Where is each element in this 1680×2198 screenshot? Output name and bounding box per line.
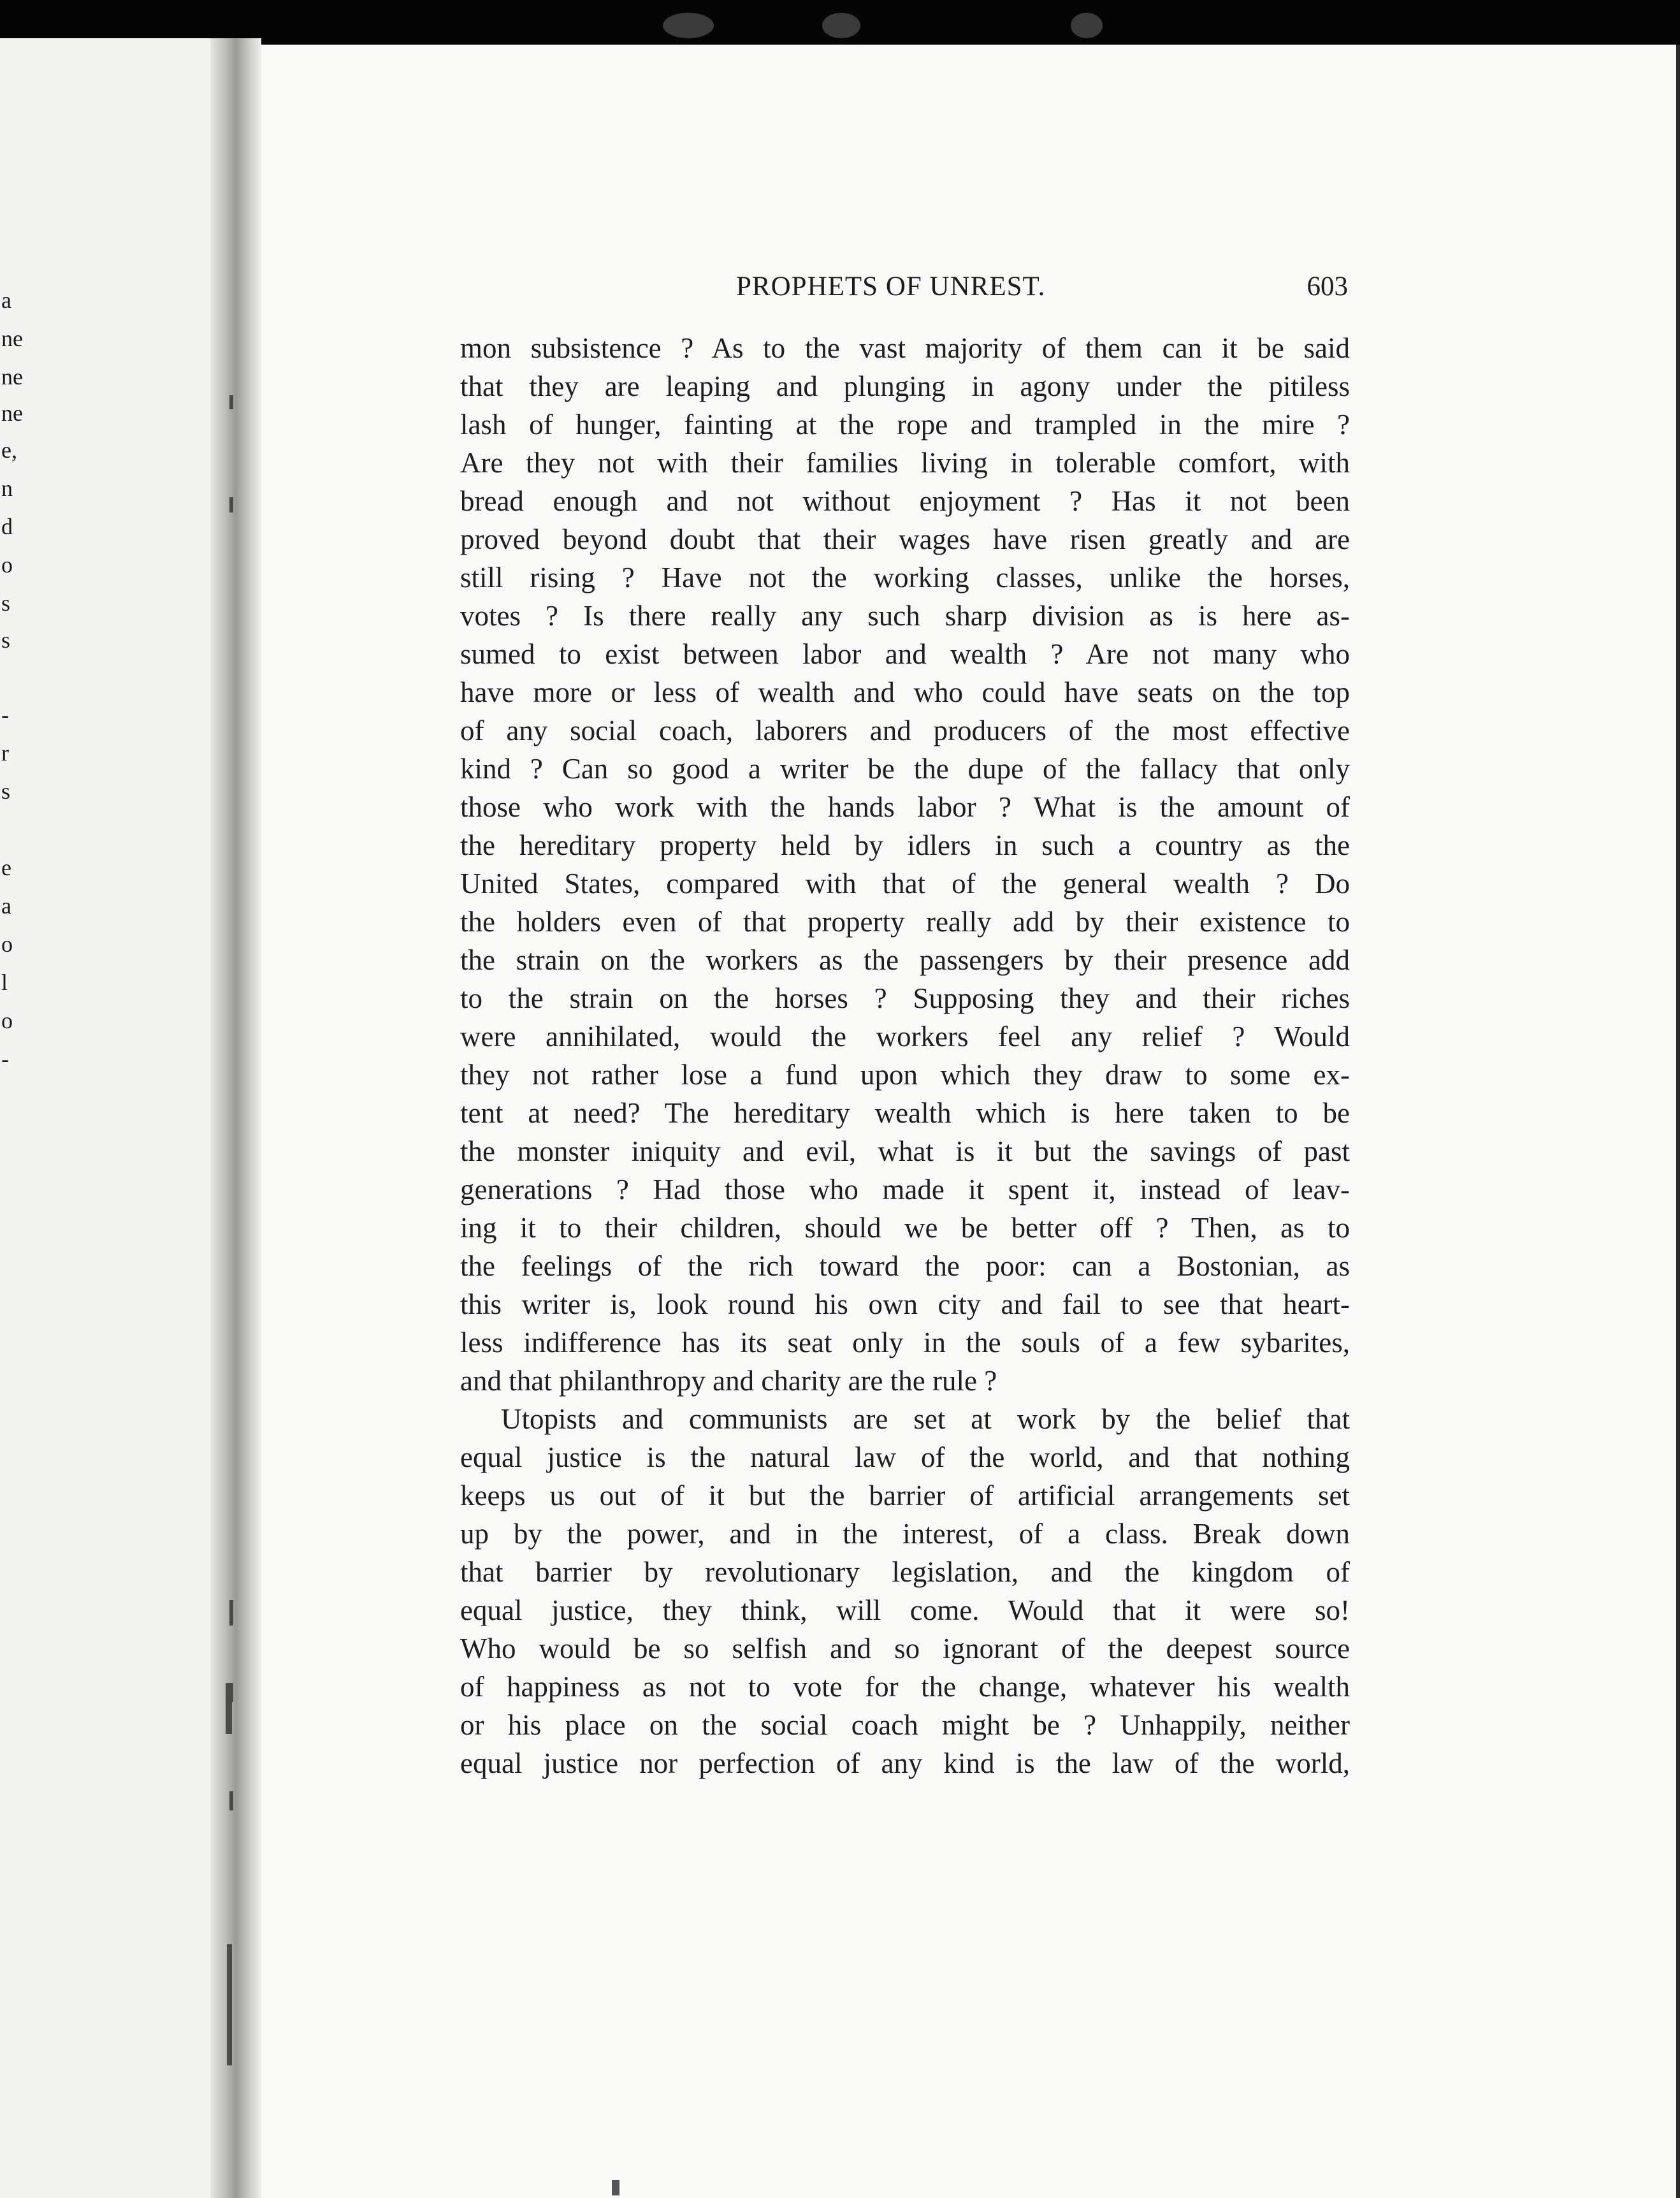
text-line: this writer is, look round his own city and fail to see that heart- xyxy=(460,1288,1350,1320)
gutter-marks xyxy=(224,38,243,2198)
text-line: those who work with the hands labor ? What is the amount of xyxy=(460,791,1350,823)
text-line: the holders even of that property really add by their existence to xyxy=(460,906,1350,938)
text-line: Are they not with their families living in tolerable comfort, with xyxy=(460,447,1350,479)
text-line: ing it to their children, should we be better off ? Then, as to xyxy=(460,1212,1350,1244)
fragment: s xyxy=(1,778,11,804)
text-line: and that philanthropy and charity are the rule ? xyxy=(460,1365,997,1397)
text-line: lash of hunger, fainting at the rope and trampled in the mire ? xyxy=(460,409,1350,440)
text-line: equal justice, they think, will come. Would that it were so! xyxy=(460,1594,1350,1626)
fragment: e, xyxy=(1,437,17,463)
gutter-mark xyxy=(226,1683,232,1734)
gutter-mark xyxy=(227,1944,232,2065)
fragment: s xyxy=(1,590,11,616)
text-line: sumed to exist between labor and wealth ? Are not many who xyxy=(460,638,1350,670)
fragment: o xyxy=(1,1008,13,1033)
gutter-mark xyxy=(229,497,233,513)
text-line: votes ? Is there really any such sharp division as is here as- xyxy=(460,600,1350,632)
text-line: or his place on the social coach might be ? Unhappily, neither xyxy=(460,1709,1350,1741)
fragment: l xyxy=(1,970,8,995)
fragment: r xyxy=(1,740,9,766)
text-line: up by the power, and in the interest, of a class. Break down xyxy=(460,1518,1350,1550)
fragment: s xyxy=(1,627,11,653)
scan-smudge xyxy=(822,13,860,38)
text-line: to the strain on the horses ? Supposing they and their riches xyxy=(460,982,1350,1014)
text-line: the monster iniquity and evil, what is it but the savings of past xyxy=(460,1135,1350,1167)
text-line: United States, compared with that of the general wealth ? Do xyxy=(460,868,1350,899)
body-text xyxy=(460,329,1350,1782)
fragment: ne xyxy=(1,400,23,426)
text-line: still rising ? Have not the working classes, unlike the horses, xyxy=(460,562,1350,593)
text-line: they not rather lose a fund upon which they draw to some ex- xyxy=(460,1059,1350,1091)
text-line: mon subsistence ? As to the vast majority of them can it be said xyxy=(460,332,1350,364)
text-line: the hereditary property held by idlers in such a country as the xyxy=(460,829,1350,861)
text-line: that barrier by revolutionary legislation, and the kingdom of xyxy=(460,1556,1350,1588)
scan-speck xyxy=(612,2180,619,2195)
text-line: Who would be so selfish and so ignorant of the deepest source xyxy=(460,1633,1350,1664)
fragment: e xyxy=(1,855,11,880)
fragment: ne xyxy=(1,364,23,389)
text-line: equal justice is the natural law of the world, and that nothing xyxy=(460,1441,1350,1473)
text-line: the feelings of the rich toward the poor: can a Bostonian, as xyxy=(460,1250,1350,1282)
gutter-mark xyxy=(229,395,233,409)
text-line: equal justice nor perfection of any kind is the law of the world, xyxy=(460,1747,1350,1779)
fragment: n xyxy=(1,476,13,501)
facing-page-sliver xyxy=(0,38,229,2198)
fragment: - xyxy=(1,702,9,727)
text-line: keeps us out of it but the barrier of artificial arrangements set xyxy=(460,1480,1350,1511)
text-line: were annihilated, would the workers feel any relief ? Would xyxy=(460,1021,1350,1052)
fragment: o xyxy=(1,552,13,578)
scan-right-border xyxy=(1676,45,1680,2198)
fragment: ne xyxy=(1,326,23,351)
fragment: o xyxy=(1,931,13,957)
page-number: 603 xyxy=(1307,272,1348,302)
gutter-mark xyxy=(229,1600,233,1626)
text-line: generations ? Had those who made it spent it, instead of leav- xyxy=(460,1174,1350,1205)
fragment: a xyxy=(1,287,11,313)
text-line: that they are leaping and plunging in agony under the pitiless xyxy=(460,370,1350,402)
running-title: PROPHETS OF UNREST. xyxy=(736,272,1046,302)
scan-smudge xyxy=(663,13,714,38)
text-line: have more or less of wealth and who could have seats on the top xyxy=(460,676,1350,708)
gutter-mark xyxy=(229,1791,233,1810)
text-line: the strain on the workers as the passengers by their presence add xyxy=(460,944,1350,976)
text-line: of any social coach, laborers and producers of the most effective xyxy=(460,715,1350,746)
scan-smudge xyxy=(1071,13,1103,38)
text-line: less indifference has its seat only in the souls of a few sybarites, xyxy=(460,1327,1350,1358)
fragment: a xyxy=(1,893,11,919)
text-line: tent at need? The hereditary wealth which is here taken to be xyxy=(460,1097,1350,1129)
text-line: Utopists and communists are set at work by the belief that xyxy=(501,1403,1350,1435)
text-line: bread enough and not without enjoyment ? Has it not been xyxy=(460,485,1350,517)
paragraph xyxy=(460,329,1350,1400)
paragraph xyxy=(460,1400,1350,1782)
text-line: proved beyond doubt that their wages have risen greatly and are xyxy=(460,523,1350,555)
running-head xyxy=(462,271,1348,307)
text-line: of happiness as not to vote for the change, whatever his wealth xyxy=(460,1671,1350,1703)
fragment: d xyxy=(1,514,13,539)
fragment: - xyxy=(1,1046,9,1072)
text-line: kind ? Can so good a writer be the dupe of the fallacy that only xyxy=(460,753,1350,785)
